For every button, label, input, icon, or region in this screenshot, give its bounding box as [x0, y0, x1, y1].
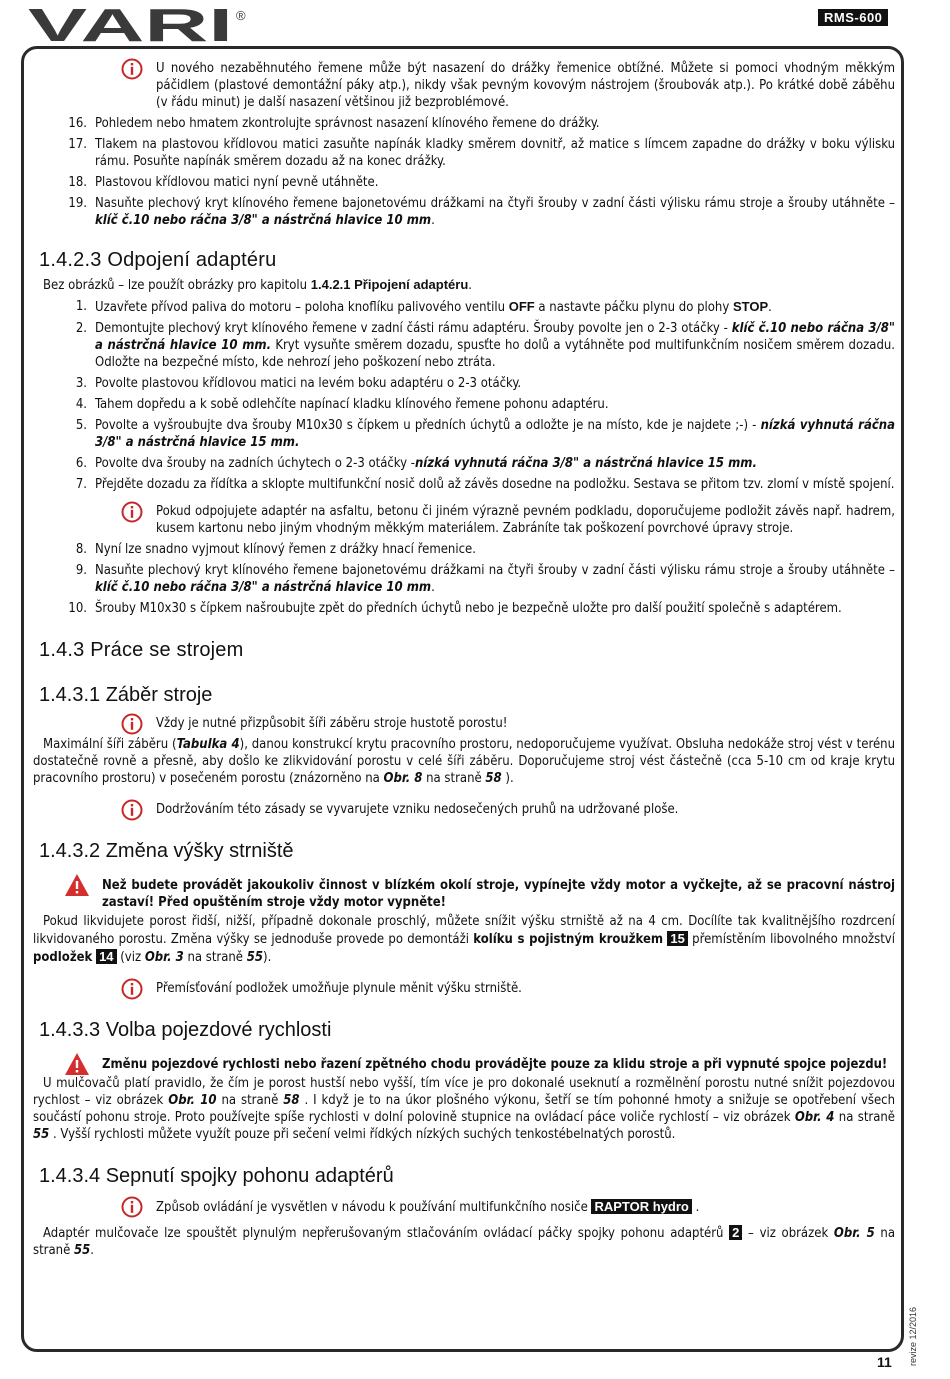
item-number: 5. [75, 418, 87, 433]
item-text: Tahem dopředu a k sobě odlehčíte napínací kladku klínového řemene pohonu adaptéru. [95, 397, 609, 412]
figure-ref: Obr. 8 [383, 771, 423, 786]
item-text: Povolte plastovou křídlovou matici na levém boku adaptéru o 2-3 otáčky. [95, 376, 522, 391]
page-ref: 58 [485, 771, 502, 786]
text-span: Demontujte plechový kryt klínového řemene v zadní části rámu adaptéru. Šrouby povolte jen o 2-3 otáčky - [95, 321, 732, 336]
info-note [33, 715, 895, 732]
text-span: na straně [33, 1226, 895, 1258]
text-span: ). [501, 771, 514, 786]
revision-label: revize 12/2016 [908, 1306, 918, 1366]
text-span: . [468, 278, 472, 293]
part-name: kolíku s pojistným kroužkem [473, 932, 664, 947]
info-note [33, 1198, 895, 1216]
item-number: 19. [68, 196, 87, 211]
text-span: Pokud likvidujete porost řidší, nižší, případně dokonale proschlý, můžete snížit výšku strniště až na 4 cm. Docílíte tak kvalitnějšího rozdrcení likvidovaného porostu. Změna výšky se jednoduše provede po demontáži [33, 914, 895, 947]
text-span: . Vyšší rychlosti můžete využít pouze při sečení velmi řídkých nízkých suchých tenkostébelnatých porostů. [49, 1127, 676, 1142]
text-span: přemístěním libovolného množství [687, 932, 895, 947]
tool-spec: nízká vyhnutá ráčna 3/8" a nástrčná hlavice 15 mm. [414, 456, 757, 471]
info-icon [121, 1196, 143, 1218]
page-ref: 55 [246, 950, 263, 965]
list-item [33, 562, 895, 596]
note-text: Dodržováním této zásady se vyvarujete vzniku nedosečených pruhů na udržované ploše. [156, 802, 679, 817]
text-span: . [90, 1243, 94, 1258]
text-span: na straně [834, 1110, 895, 1125]
list-item [33, 396, 895, 413]
warning-note [33, 877, 895, 911]
text-span: Povolte a vyšroubujte dva šrouby M10x30 s čípkem u předních úchytů a odložte je na místo, kde je najdete ;-) - [95, 418, 761, 433]
model-badge: RMS-600 [818, 9, 888, 26]
info-icon [121, 799, 143, 821]
item-number: 2. [75, 321, 87, 336]
part-number-badge: 15 [667, 931, 687, 946]
svg-text:VARI: VARI [28, 6, 233, 44]
text-span: – viz obrázek [742, 1226, 834, 1241]
warning-note [33, 1056, 895, 1073]
tool-spec: klíč č.10 nebo ráčna 3/8" a nástrčná hlavice 10 mm [95, 213, 432, 228]
figure-ref: Obr. 5 [833, 1226, 875, 1241]
text-span: Kryt vysuňte směrem dozadu, spusťte ho dolů a vytáhněte pod multifunkčním nosičem směrem dozadu. Odložte na bezpečné místo, kde nehrozí jeho poškození nebo ztráta. [95, 338, 895, 370]
item-text: Šrouby M10x30 s čípkem našroubujte zpět do předních úchytů nebo je bezpečně uložte pro další použití společně s adaptérem. [95, 601, 842, 616]
list-item [33, 417, 895, 451]
item-number: 8. [75, 542, 87, 557]
list-item [33, 375, 895, 392]
list-item [33, 320, 895, 371]
warning-icon [64, 1052, 90, 1076]
item-text [95, 298, 895, 316]
info-icon [121, 978, 143, 1000]
text-span: Nasuňte plechový kryt klínového řemene bajonetovému drážkami na čtyři šrouby v zadní části výlisku rámu stroje a šrouby utáhněte – [95, 196, 895, 211]
list-item [33, 476, 895, 493]
figure-ref: Obr. 4 [794, 1110, 835, 1125]
list-item [33, 195, 895, 229]
item-text [95, 320, 895, 371]
item-text: Nyní lze snadno vyjmout klínový řemen z drážky hnací řemenice. [95, 542, 476, 557]
part-number-badge: 2 [729, 1225, 742, 1240]
text-span: Adaptér mulčovače lze spouštět plynulým nepřerušovaným stlačováním ovládací páčky spojky pohonu adaptérů [43, 1226, 730, 1241]
text-span: Nasuňte plechový kryt klínového řemene bajonetovému drážkami na čtyři šrouby v zadní části výlisku rámu stroje a šrouby utáhněte – [95, 563, 895, 578]
text-span: a nastavte páčku plynu do plohy [534, 300, 733, 315]
section-heading: 1.4.2.3 Odpojení adaptéru [39, 249, 277, 271]
text-span: na straně [422, 771, 486, 786]
item-text [95, 195, 895, 229]
section-heading: 1.4.3 Práce se strojem [39, 639, 244, 661]
list-item [33, 136, 895, 170]
tool-spec: klíč č.10 nebo ráčna 3/8" a nástrčná hlavice 10 mm. [95, 321, 895, 353]
item-number: 9. [75, 563, 87, 578]
note-text: Přemísťování podložek umožňuje plynule měnit výšku strniště. [156, 981, 522, 996]
list-item [33, 298, 895, 316]
warning-text: Změnu pojezdové rychlosti nebo řazení zpětného chodu provádějte pouze za klidu stroje a při vypnuté spojce pojezdu! [102, 1057, 888, 1072]
item-text [95, 562, 895, 596]
text-span: . I když je to na úkor plošného výkonu, šetří se tím pohonné hmoty a snižuje se opotřebení všech součástí pohonu stroje. Proto používejte spíše rychlosti v dolní polovině stupnice na ovládací páce voliče rychlostí – viz obrázek [33, 1093, 895, 1125]
item-number: 3. [75, 376, 87, 391]
info-note [33, 60, 895, 111]
note-text: Vždy je nutné přizpůsobit šíři záběru stroje hustotě porostu! [156, 716, 508, 731]
info-note [33, 503, 895, 537]
stop-label: STOP [732, 299, 769, 314]
table-ref: Tabulka 4 [176, 737, 240, 752]
item-text: Přejděte dozadu za řídítka a sklopte multifunkční nosič dolů až závěs dosedne na podložku. Sestava se přitom tzv. zlomí v místě spojení. [95, 477, 895, 492]
paragraph [33, 1075, 895, 1143]
list-item [33, 541, 895, 558]
item-number: 18. [68, 175, 87, 190]
section-intro [43, 276, 895, 294]
page-number: 11 [877, 1354, 892, 1370]
note-text: Pokud odpojujete adaptér na asfaltu, betonu či jiném výrazně pevném podkladu, doporučujeme podložit závěs např. hadrem, kusem kartonu nebo jiným vhodným měkkým materiálem. Zabráníte tak poškození povrchové úpravy stroje. [156, 504, 895, 536]
item-text [95, 455, 895, 472]
paragraph [33, 913, 895, 966]
paragraph [33, 1224, 895, 1259]
tool-spec: nízká vyhnutá ráčna 3/8" a nástrčná hlavice 15 mm. [95, 418, 895, 450]
tool-spec: klíč č.10 nebo ráčna 3/8" a nástrčná hlavice 10 mm [95, 580, 432, 595]
off-label: OFF [508, 299, 535, 314]
text-span: . [768, 300, 772, 315]
page-content [33, 60, 895, 1259]
warning-text: Než budete provádět jakoukoliv činnost v blízkém okolí stroje, vypínejte vždy motor a vyčkejte, až se pracovní nástroj zastaví! Před opuštěním stroje vždy motor vypněte! [102, 878, 895, 910]
info-icon [121, 58, 143, 80]
text-span: . [431, 580, 435, 595]
text-span: na straně [183, 950, 247, 965]
note-text [156, 1198, 895, 1216]
text-span: . [691, 1200, 700, 1215]
text-span: . [431, 213, 435, 228]
section-heading: 1.4.3.4 Sepnutí spojky pohonu adaptérů [39, 1165, 394, 1187]
page-ref: 55 [73, 1243, 91, 1258]
page-ref: 58 [283, 1093, 300, 1108]
svg-text:®: ® [236, 8, 246, 23]
info-icon [121, 501, 143, 523]
figure-ref: Obr. 3 [144, 950, 184, 965]
text-span: (viz [116, 950, 145, 965]
text-span: Povolte dva šrouby na zadních úchytech o 2-3 otáčky - [95, 456, 415, 471]
part-number-badge: 14 [96, 949, 116, 964]
page-ref: 55 [33, 1127, 50, 1142]
list-item [33, 174, 895, 191]
item-number: 7. [75, 477, 87, 492]
text-span: Způsob ovládání je vysvětlen v návodu k používání multifunkčního nosiče [156, 1200, 592, 1215]
text-span: Uzavřete přívod paliva do motoru – poloha knoflíku palivového ventilu [95, 300, 509, 315]
part-name: podložek [33, 950, 93, 965]
item-number: 1. [75, 299, 87, 314]
item-text: Tlakem na plastovou křídlovou matici zasuňte napínák kladky směrem dovnitř, až matice s límcem zapadne do drážky v boku výlisku rámu. Posuňte napínák směrem dozadu až na konec drážky. [95, 137, 895, 169]
text-span: ), danou konstrukcí krytu pracovního prostoru, nedoporučujeme využívat. Obsluha nedokáže stroj vést v terénu dostatečně rovně a přesně, aby došlo ke zlikvidování porostu v celé šíři záběru. Doporučujeme stroj vést částečně (cca 5-10 cm od kraje krytu pracovního prostoru) v posečeném porostu (znázorněno na [33, 737, 896, 786]
text-span: U mulčovačů platí pravidlo, že čím je porost hustší nebo vyšší, tím více je pro dokonalé useknutí a rozmělnění porostu nutné snížit pojezdovou rychlost – viz obrázek [33, 1076, 895, 1108]
item-text: Plastovou křídlovou matici nyní pevně utáhněte. [95, 175, 379, 190]
item-text [95, 417, 895, 451]
text-span: ). [263, 950, 272, 965]
item-number: 6. [75, 456, 87, 471]
item-number: 16. [68, 116, 87, 131]
item-text: Pohledem nebo hmatem zkontrolujte správnost nasazení klínového řemene do drážky. [95, 116, 600, 131]
list-item [33, 600, 895, 617]
vari-logo [28, 6, 250, 44]
chapter-ref: 1.4.2.1 Připojení adaptéru [310, 277, 469, 292]
info-icon [121, 713, 143, 735]
paragraph [33, 736, 895, 787]
info-note [33, 980, 895, 997]
product-name-badge: RAPTOR hydro [591, 1199, 691, 1214]
info-note [33, 801, 895, 818]
list-item [33, 115, 895, 132]
text-span: Maximální šíři záběru ( [43, 737, 177, 752]
note-text: U nového nezaběhnutého řemene může být nasazení do drážky řemenice obtížné. Můžete si pomoci vhodným měkkým páčidlem (plastové demontážní páky atp.), nikdy však pevným kovovým nástrojem (šroubovák atp.). Po krátké době záběhu (v řádu minut) je další nasazení většinou již bezproblémové. [156, 61, 895, 110]
figure-ref: Obr. 10 [168, 1093, 217, 1108]
text-span: Bez obrázků – lze použít obrázky pro kapitolu [43, 278, 311, 293]
item-number: 17. [68, 137, 87, 152]
text-span: na straně [216, 1093, 284, 1108]
item-number: 4. [75, 397, 87, 412]
section-heading: 1.4.3.3 Volba pojezdové rychlosti [39, 1019, 332, 1041]
list-item [33, 455, 895, 472]
item-number: 10. [68, 601, 87, 616]
section-heading: 1.4.3.2 Změna výšky strniště [39, 840, 294, 862]
warning-icon [64, 873, 90, 897]
section-heading: 1.4.3.1 Záběr stroje [39, 684, 213, 706]
